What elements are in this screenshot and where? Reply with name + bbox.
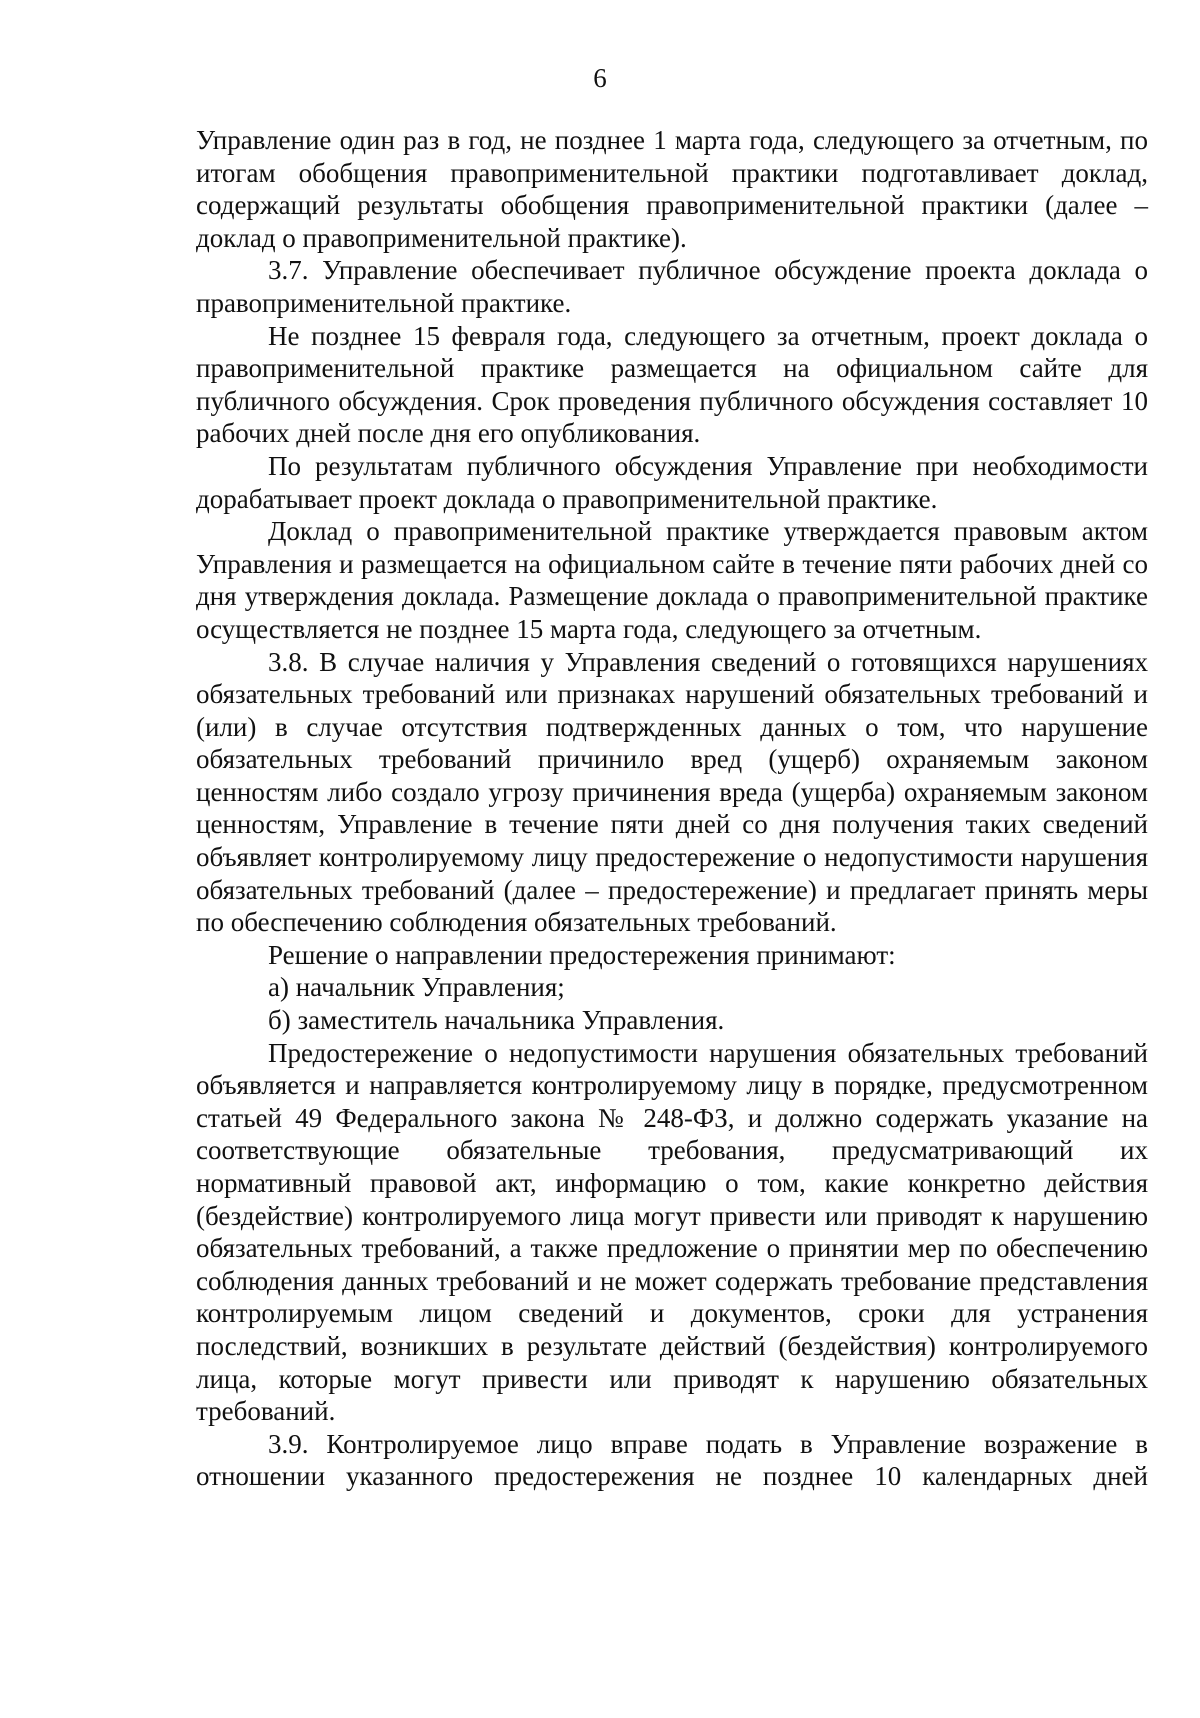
paragraph-warning-content: Предостережение о недопустимости нарушения обязательных требований объявляется и направляется контролируемому лицу в порядке, предусмотренном статьей 49 Федерального закона № 248-ФЗ, и должно содержать указание на соответствующие обязательные требования, предусматривающий их нормативный правовой акт, информацию о том, какие конкретно действия (бездействие) контролируемого лица могут привести или приводят к нарушению обязательных требований, а также предложение о принятии мер по обеспечению соблюдения данных требований и не может содержать требование представления контролируемым лицом сведений и документов, сроки для устранения последствий, возникших в результате действий (бездействия) контролируемого лица, которые могут привести или приводят к нарушению обязательных требований. (196, 1037, 1148, 1427)
paragraph-3-9: 3.9. Контролируемое лицо вправе подать в Управление возражение в отношении указанного предостережения не позднее 10 календарных дней (196, 1428, 1148, 1492)
paragraph-draft-publication: Не позднее 15 февраля года, следующего за отчетным, проект доклада о правоприменительной практике размещается на официальном сайте для публичного обсуждения. Срок проведения публичного обсуждения составляет 10 рабочих дней после дня его опубликования. (196, 320, 1148, 449)
page-number: 6 (593, 63, 607, 93)
paragraph-discussion-results: По результатам публичного обсуждения Управление при необходимости дорабатывает проект доклада о правоприменительной практике. (196, 450, 1148, 514)
paragraph-3-8: 3.8. В случае наличия у Управления сведений о готовящихся нарушениях обязательных требований или признаках нарушений обязательных требований и (или) в случае отсутствия подтвержденных данных о том, что нарушение обязательных требований причинило вред (ущерб) охраняемым законом ценностям либо создало угрозу причинения вреда (ущерба) охраняемым законом ценностям, Управление в течение пяти дней со дня получения таких сведений объявляет контролируемому лицу предостережение о недопустимости нарушения обязательных требований (далее – предостережение) и предлагает принять меры по обеспечению соблюдения обязательных требований. (196, 646, 1148, 938)
paragraph-report-preparation: Управление один раз в год, не позднее 1 марта года, следующего за отчетным, по итогам обобщения правоприменительной практики подготавливает доклад, содержащий результаты обобщения правоприменительной практики (далее – доклад о правоприменительной практике). (196, 125, 1148, 253)
list-item-b: б) заместитель начальника Управления. (268, 1005, 725, 1036)
paragraph-report-approval: Доклад о правоприменительной практике утверждается правовым актом Управления и размещается на официальном сайте в течение пяти рабочих дней со дня утверждения доклада. Размещение доклада о правоприменительной практике осуществляется не позднее 15 марта года, следующего за отчетным. (196, 516, 1148, 644)
list-item-a: а) начальник Управления; (268, 972, 565, 1003)
paragraph-3-7: 3.7. Управление обеспечивает публичное обсуждение проекта доклада о правоприменительной практике. (196, 255, 1148, 318)
document-body (196, 124, 1148, 1493)
paragraph-warning-decision: Решение о направлении предостережения принимают: (268, 939, 896, 970)
